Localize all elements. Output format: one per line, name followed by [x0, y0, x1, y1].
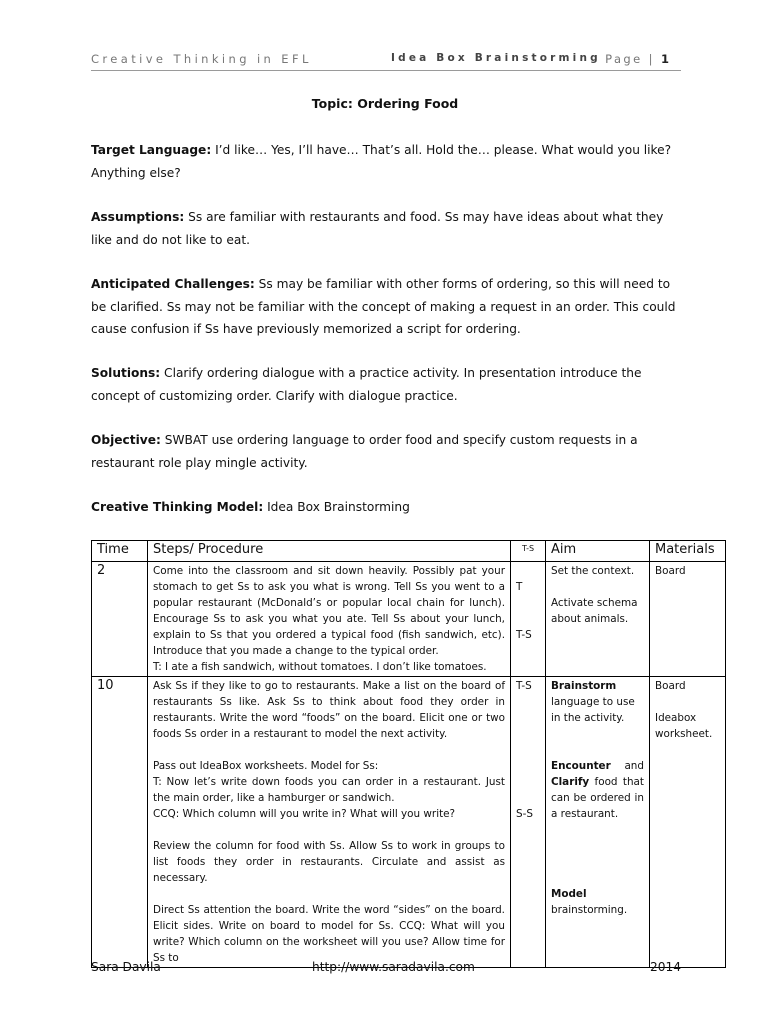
encounter-label: Encounter: [551, 760, 611, 772]
row2-step-text: T: Now let’s write down foods you can order in a restaurant. Just the main order, like a hamburger or sandwich.: [153, 776, 505, 804]
lesson-procedure-table: [91, 540, 726, 968]
row2-time: 10: [92, 677, 148, 968]
row2-ts-value: T-S: [516, 680, 532, 692]
objective-section: [91, 429, 676, 474]
row2-material: Ideabox worksheet.: [655, 712, 713, 740]
row1-ts-value: T-S: [516, 629, 532, 641]
row1-steps: [148, 562, 511, 677]
row2-step-text: Ask Ss if they like to go to restaurants. Make a list on the board of restaurants Ss like. Ask Ss to think about food they order in restaurants. Write the word “foods” on the board. Elicit one or two foods Ss order in a restaurant to model the next activity.: [153, 680, 505, 740]
model-section: [91, 496, 676, 519]
row2-materials: [650, 677, 726, 968]
assumptions-label: Assumptions:: [91, 210, 185, 224]
header-ts: T-S: [511, 541, 546, 562]
page-header: [91, 52, 681, 71]
encounter-and: and: [610, 760, 644, 772]
row2-aim: [546, 677, 650, 968]
row2-aim-brainstorm: [551, 678, 644, 726]
solutions-text: Clarify ordering dialogue with a practice activity. In presentation introduce the concept of customizing order. Clarify with dialogue practice.: [91, 366, 642, 403]
target-language-section: [91, 139, 676, 184]
row2-ts: [511, 677, 546, 968]
footer-year: 2014: [650, 960, 682, 974]
table-row: [92, 562, 726, 677]
model-aim-label: Model: [551, 888, 587, 900]
brainstorm-text: language to use in the activity.: [551, 696, 635, 724]
row2-step-text: Pass out IdeaBox worksheets. Model for Ss:: [153, 760, 379, 772]
footer-url[interactable]: http://www.saradavila.com: [312, 960, 475, 974]
challenges-label: Anticipated Challenges:: [91, 277, 255, 291]
objective-label: Objective:: [91, 433, 161, 447]
row1-ts: [511, 562, 546, 677]
brainstorm-label: Brainstorm: [551, 680, 617, 692]
header-page-number: 1: [660, 52, 669, 66]
challenges-section: [91, 273, 676, 341]
objective-text: SWBAT use ordering language to order food and specify custom requests in a restaurant role play mingle activity.: [91, 433, 638, 470]
clarify-text: food that can be ordered in a restaurant.: [551, 776, 644, 820]
header-page-label: Page: [605, 52, 643, 66]
row2-step-text: Direct Ss attention the board. Write the word “sides” on the board. Elicit sides. Write on board to model for Ss. CCQ: What will you write? Which column on the worksheet will you use? Allow time for Ss to: [153, 904, 505, 964]
header-aim: Aim: [546, 541, 650, 562]
target-language-text: I’d like… Yes, I’ll have… That’s all. Hold the… please. What would you like? Anything else?: [91, 143, 672, 180]
row1-step-text: Come into the classroom and sit down heavily. Possibly pat your stomach to get Ss to ask you what is wrong. Tell Ss you went to a popular restaurant (McDonald’s or popular local chain for lunch). Encourage Ss to ask you what you ate. Tell Ss about your lunch, explain to Ss that you ordered a typical food (fish sandwich, etc). Introduce that you made a change to the typical order.: [153, 565, 505, 657]
row2-ts-value: S-S: [516, 808, 533, 820]
row1-aim: [546, 562, 650, 677]
table-row: [92, 677, 726, 968]
row2-material: Board: [655, 680, 686, 692]
row2-aim-encounter: [551, 758, 644, 822]
table-header-row: [92, 541, 726, 562]
row2-step-text: Review the column for food with Ss. Allow Ss to work in groups to list foods they order in restaurants. Circulate and assist as necessary.: [153, 840, 505, 884]
row1-step-text: T: I ate a fish sandwich, without tomatoes. I don’t like tomatoes.: [153, 661, 487, 673]
header-page-indicator: Page | 1: [605, 52, 669, 66]
row2-step-text: CCQ: Which column will you write in? What will you write?: [153, 808, 456, 820]
row1-aim-text: Activate schema about animals.: [551, 597, 638, 625]
model-aim-text: brainstorming.: [551, 904, 628, 916]
topic-title: Topic: Ordering Food: [311, 96, 459, 111]
model-label: Creative Thinking Model:: [91, 500, 264, 514]
model-text: Idea Box Brainstorming: [263, 500, 410, 514]
row1-time: 2: [92, 562, 148, 677]
header-lesson-title: Idea Box Brainstorming: [391, 52, 601, 64]
header-course-title: Creative Thinking in EFL: [91, 52, 312, 66]
solutions-label: Solutions:: [91, 366, 161, 380]
row2-steps: [148, 677, 511, 968]
assumptions-text: Ss are familiar with restaurants and food. Ss may have ideas about what they like and do not like to eat.: [91, 210, 664, 247]
clarify-label: Clarify: [551, 776, 590, 788]
footer-author: Sara Davila: [91, 960, 161, 974]
header-time: Time: [92, 541, 148, 562]
assumptions-section: [91, 206, 676, 251]
header-materials: Materials: [650, 541, 726, 562]
header-steps: Steps/ Procedure: [148, 541, 511, 562]
solutions-section: [91, 362, 676, 407]
challenges-text: Ss may be familiar with other forms of ordering, so this will need to be clarified. Ss may not be familiar with the concept of making a request in an order. This could cause confusion if Ss have previously memorized a script for ordering.: [91, 277, 676, 336]
row1-ts-value: T: [516, 581, 523, 593]
row1-aim-text: Set the context.: [551, 565, 635, 577]
row1-materials: Board: [650, 562, 726, 677]
row2-aim-model: [551, 886, 644, 918]
target-language-label: Target Language:: [91, 143, 212, 157]
